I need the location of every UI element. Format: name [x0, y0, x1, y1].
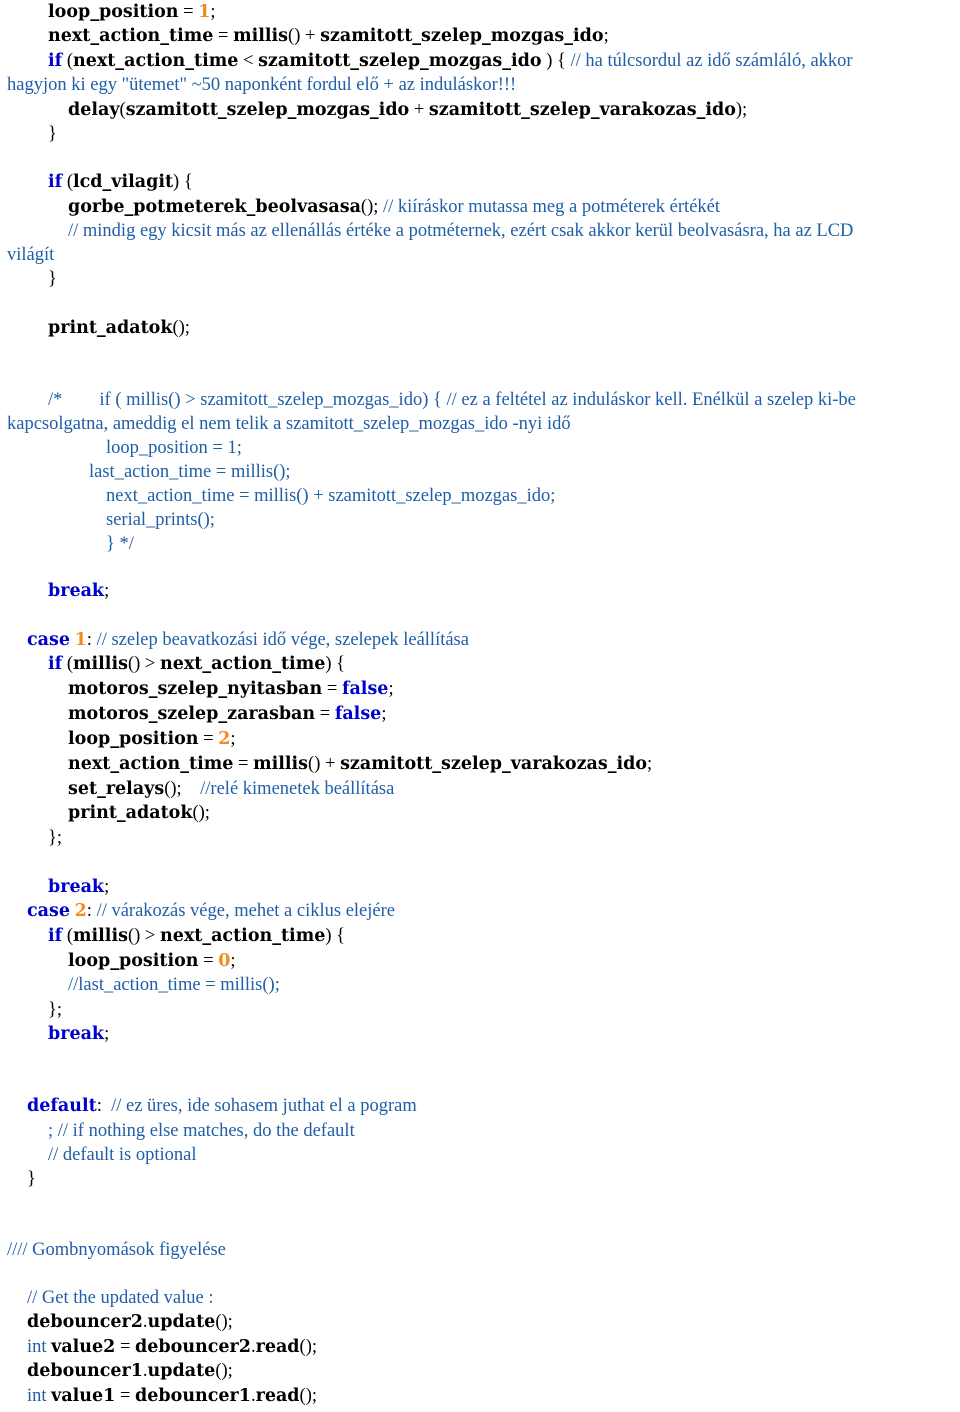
code-line: [0, 73, 960, 97]
identifier: next_action_time: [159, 654, 326, 674]
identifier: lcd_vilagit: [72, 172, 174, 192]
punctuation: :: [96, 1096, 112, 1116]
identifier: next_action_time: [48, 26, 214, 46]
punctuation: (: [62, 926, 73, 946]
identifier: szamitott_szelep_mozgas_ido: [258, 51, 542, 71]
code-line: [0, 388, 960, 412]
keyword: false: [341, 679, 389, 699]
code-line: [0, 727, 960, 751]
punctuation: =: [322, 679, 342, 699]
code-line: [0, 973, 960, 997]
punctuation: ;: [388, 679, 394, 699]
code-line: [0, 24, 960, 48]
identifier: debouncer2: [27, 1312, 143, 1332]
keyword: false: [334, 704, 382, 724]
code-line: [0, 1143, 960, 1167]
code-line: [0, 1359, 960, 1383]
code-line: [0, 170, 960, 194]
number-literal: 1: [74, 630, 87, 650]
identifier: debouncer1: [135, 1386, 251, 1406]
punctuation: }: [48, 269, 57, 289]
comment: világít: [7, 245, 55, 265]
comment: // default is optional: [48, 1145, 197, 1165]
comment: } */: [106, 534, 134, 554]
punctuation: ;: [603, 26, 609, 46]
punctuation: =: [115, 1386, 136, 1406]
comment: //// Gombnyomások figyelése: [7, 1240, 226, 1260]
identifier: motoros_szelep_zarasban: [68, 704, 316, 724]
punctuation: };: [48, 828, 63, 848]
punctuation: :: [86, 630, 97, 650]
punctuation: ) {: [173, 172, 193, 192]
comment: serial_prints();: [106, 510, 215, 530]
identifier: loop_position: [48, 2, 179, 22]
code-line: [0, 752, 960, 776]
identifier: read: [255, 1337, 300, 1357]
punctuation: (: [119, 100, 126, 120]
punctuation: ();: [299, 1386, 317, 1406]
punctuation: =: [198, 951, 219, 971]
code-line: [0, 899, 960, 923]
identifier: print_adatok: [48, 318, 173, 338]
code-line: [0, 1238, 960, 1262]
comment: // kiíráskor mutassa meg a potméterek értékét: [383, 197, 721, 217]
keyword: break: [48, 1024, 105, 1044]
punctuation: }: [48, 124, 57, 144]
comment: // várakozás vége, mehet a ciklus elejére: [96, 901, 395, 921]
code-line: [0, 801, 960, 825]
identifier: szamitott_szelep_varakozas_ido: [340, 754, 648, 774]
code-line: [0, 532, 960, 556]
code-line: [0, 702, 960, 726]
keyword: if: [48, 654, 63, 674]
comment: ; // if nothing else matches, do the default: [48, 1121, 355, 1141]
code-line: [0, 0, 960, 24]
comment: // mindig egy kicsit más az ellenállás értéke a potméternek, ezért csak akkor kerül beolvasásra, ha az LCD: [68, 221, 854, 241]
punctuation: ;: [104, 877, 110, 897]
punctuation: ();: [360, 197, 384, 217]
identifier: debouncer1: [27, 1361, 143, 1381]
punctuation: ;: [210, 2, 216, 22]
punctuation: =: [198, 729, 219, 749]
identifier: loop_position: [68, 729, 199, 749]
identifier: next_action_time: [159, 926, 326, 946]
identifier: gorbe_potmeterek_beolvasasa: [68, 197, 361, 217]
punctuation: ();: [164, 779, 201, 799]
identifier: millis: [253, 754, 309, 774]
identifier: szamitott_szelep_mozgas_ido: [320, 26, 604, 46]
identifier: value2: [51, 1337, 116, 1357]
punctuation: () +: [288, 26, 321, 46]
code-line: [0, 508, 960, 532]
code-line: [0, 219, 960, 243]
code-line: [0, 484, 960, 508]
punctuation: (: [62, 172, 73, 192]
code-line: [0, 267, 960, 291]
keyword: break: [48, 877, 105, 897]
comment: // ha túlcsordul az idő számláló, akkor: [570, 51, 853, 71]
identifier: millis: [233, 26, 289, 46]
identifier: read: [255, 1386, 300, 1406]
code-line: [0, 677, 960, 701]
punctuation: (: [62, 654, 73, 674]
keyword: default: [27, 1096, 97, 1116]
punctuation: ;: [647, 754, 653, 774]
punctuation: );: [735, 100, 748, 120]
code-line: [0, 1335, 960, 1359]
punctuation: .: [142, 1312, 148, 1332]
code-line: [0, 949, 960, 973]
comment: // szelep beavatkozási idő vége, szelepek leállítása: [96, 630, 469, 650]
punctuation: .: [250, 1337, 256, 1357]
punctuation: ();: [215, 1361, 233, 1381]
code-line: [0, 122, 960, 146]
punctuation: =: [213, 26, 234, 46]
keyword: if: [48, 172, 63, 192]
identifier: value1: [51, 1386, 116, 1406]
keyword: if: [48, 926, 63, 946]
punctuation: ;: [104, 581, 110, 601]
keyword: case: [27, 630, 70, 650]
punctuation: =: [178, 2, 199, 22]
punctuation: ();: [172, 318, 190, 338]
code-line: [0, 777, 960, 801]
type-name: int: [27, 1337, 47, 1357]
identifier: loop_position: [68, 951, 199, 971]
code-line: [0, 924, 960, 948]
code-line: [0, 98, 960, 122]
number-literal: 2: [74, 901, 87, 921]
code-line: [0, 875, 960, 899]
punctuation: =: [115, 1337, 136, 1357]
number-literal: 0: [218, 951, 231, 971]
keyword: if: [48, 51, 63, 71]
identifier: next_action_time: [68, 754, 234, 774]
comment: //last_action_time = millis();: [68, 975, 280, 995]
punctuation: () >: [127, 926, 160, 946]
code-line: [0, 579, 960, 603]
comment: // ez üres, ide sohasem juthat el a pogram: [111, 1096, 417, 1116]
type-name: int: [27, 1386, 47, 1406]
punctuation: ;: [230, 951, 236, 971]
identifier: szamitott_szelep_varakozas_ido: [428, 100, 736, 120]
punctuation: ;: [104, 1024, 110, 1044]
identifier: millis: [72, 926, 128, 946]
punctuation: ();: [192, 803, 210, 823]
comment: last_action_time = millis();: [89, 462, 291, 482]
identifier: millis: [72, 654, 128, 674]
code-line: [0, 1167, 960, 1191]
punctuation: ) {: [541, 51, 571, 71]
punctuation: ) {: [325, 654, 346, 674]
code-line: [0, 826, 960, 850]
code-line: [0, 49, 960, 73]
code-line: [0, 412, 960, 436]
code-line: [0, 243, 960, 267]
punctuation: =: [315, 704, 335, 724]
identifier: szamitott_szelep_mozgas_ido: [125, 100, 410, 120]
punctuation: .: [142, 1361, 148, 1381]
identifier: update: [147, 1361, 216, 1381]
code-line: [0, 1310, 960, 1334]
punctuation: ();: [299, 1337, 317, 1357]
code-line: [0, 1094, 960, 1118]
number-literal: 2: [218, 729, 231, 749]
punctuation: +: [409, 100, 429, 120]
identifier: next_action_time: [72, 51, 239, 71]
punctuation: ;: [381, 704, 387, 724]
punctuation: }: [27, 1169, 36, 1189]
punctuation: () +: [308, 754, 341, 774]
punctuation: <: [238, 51, 259, 71]
code-line: [0, 1286, 960, 1310]
comment: loop_position = 1;: [106, 438, 242, 458]
code-line: [0, 1022, 960, 1046]
keyword: case: [27, 901, 70, 921]
punctuation: ) {: [325, 926, 346, 946]
keyword: break: [48, 581, 105, 601]
punctuation: ();: [215, 1312, 233, 1332]
identifier: update: [147, 1312, 216, 1332]
identifier: delay: [68, 100, 120, 120]
code-line: [0, 460, 960, 484]
code-line: [0, 1119, 960, 1143]
punctuation: (: [62, 51, 73, 71]
punctuation: () >: [127, 654, 160, 674]
code-line: [0, 195, 960, 219]
code-line: [0, 628, 960, 652]
punctuation: =: [233, 754, 254, 774]
punctuation: };: [48, 1000, 63, 1020]
code-line: [0, 652, 960, 676]
punctuation: .: [250, 1386, 256, 1406]
code-line: [0, 998, 960, 1022]
comment: /* if ( millis() > szamitott_szelep_mozgas_ido) { // ez a feltétel az induláskor kell. Enélkül a szelep ki-be: [48, 390, 856, 410]
code-line: [0, 436, 960, 460]
comment: kapcsolgatna, ameddig el nem telik a szamitott_szelep_mozgas_ido -nyi idő: [7, 414, 571, 434]
identifier: set_relays: [68, 779, 165, 799]
punctuation: ;: [230, 729, 236, 749]
identifier: motoros_szelep_nyitasban: [68, 679, 323, 699]
comment: hagyjon ki egy "ütemet" ~50 naponként fordul elő + az induláskor!!!: [7, 75, 517, 95]
punctuation: :: [86, 901, 97, 921]
code-line: [0, 1384, 960, 1408]
identifier: debouncer2: [135, 1337, 251, 1357]
code-line: [0, 316, 960, 340]
comment: next_action_time = millis() + szamitott_szelep_mozgas_ido;: [106, 486, 556, 506]
number-literal: 1: [198, 2, 211, 22]
comment: // Get the updated value :: [27, 1288, 214, 1308]
comment: //relé kimenetek beállítása: [200, 779, 395, 799]
identifier: print_adatok: [68, 803, 193, 823]
